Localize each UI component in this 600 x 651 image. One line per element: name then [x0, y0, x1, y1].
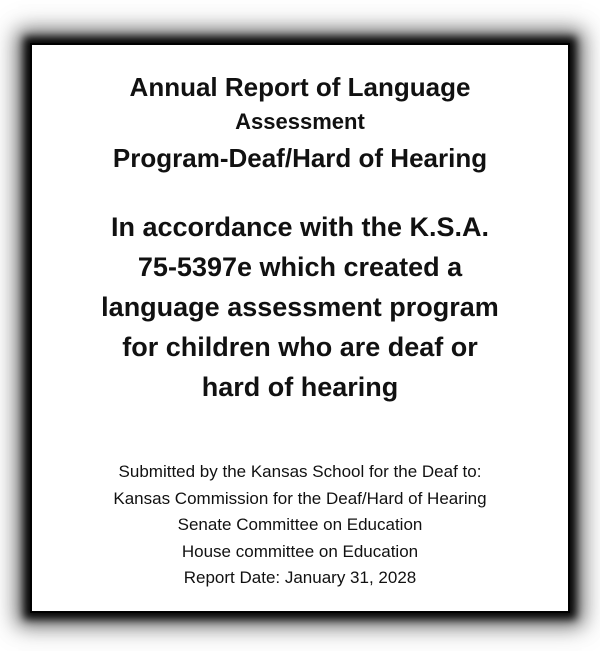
- submitted-by: Submitted by the Kansas School for the Deaf to:: [118, 462, 482, 481]
- statement-line: for children who are deaf or: [122, 332, 478, 362]
- recipient: Senate Committee on Education: [177, 515, 423, 534]
- title-line-3: Program-Deaf/Hard of Hearing: [112, 143, 488, 173]
- submission-details: [32, 459, 568, 592]
- title-line-1: Annual Report of Language: [129, 72, 471, 102]
- statement-line: hard of hearing: [201, 372, 399, 402]
- report-date: Report Date: January 31, 2028: [183, 568, 417, 587]
- statute-statement: [32, 207, 568, 407]
- recipient: House committee on Education: [181, 541, 419, 561]
- statement-line: language assessment program: [101, 292, 499, 322]
- report-cover-card: [32, 45, 568, 611]
- title-line-2: Assessment: [235, 109, 365, 134]
- report-title: [32, 69, 568, 177]
- statement-line: In accordance with the K.S.A.: [110, 212, 490, 242]
- statement-line: 75-5397e which created a: [137, 252, 463, 282]
- recipient: Kansas Commission for the Deaf/Hard of Hearing: [113, 488, 487, 508]
